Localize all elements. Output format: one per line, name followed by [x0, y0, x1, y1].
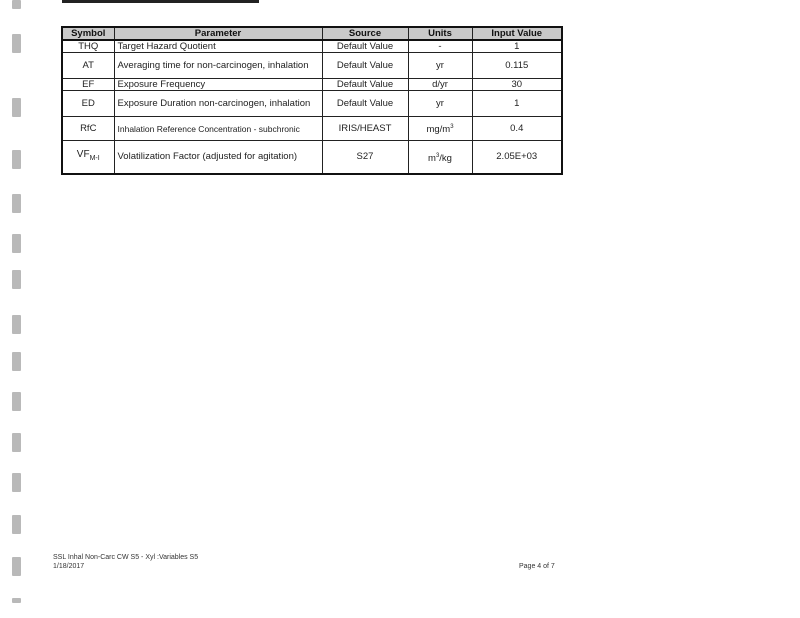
cell-value: 2.05E+03 [472, 141, 562, 175]
cell-units: yr [408, 91, 472, 117]
header-input-value: Input Value [472, 27, 562, 40]
cell-value: 1 [472, 40, 562, 53]
binder-hole [12, 194, 21, 213]
cell-parameter: Target Hazard Quotient [114, 40, 322, 53]
cell-units: d/yr [408, 79, 472, 91]
cell-symbol: AT [62, 53, 114, 79]
binder-holes [12, 0, 24, 618]
binder-hole [12, 352, 21, 371]
cell-value: 0.115 [472, 53, 562, 79]
binder-hole [12, 234, 21, 253]
footer-document-info [53, 553, 198, 571]
cell-value: 30 [472, 79, 562, 91]
binder-hole [12, 98, 21, 117]
cell-source: Default Value [322, 40, 408, 53]
units-tail: /kg [439, 152, 452, 164]
symbol-subscript: M-I [89, 155, 100, 163]
footer-doc-name: SSL Inhal Non-Carc CW S5 - Xyl :Variables S5 [53, 554, 199, 561]
binder-hole [12, 150, 21, 169]
footer-date: 1/18/2017 [53, 563, 85, 570]
binder-hole [12, 557, 21, 576]
units-superscript: 3 [450, 124, 454, 130]
cell-units: yr [408, 53, 472, 79]
cell-units: - [408, 40, 472, 53]
binder-hole [12, 34, 21, 53]
header-parameter: Parameter [114, 27, 322, 40]
cell-symbol [62, 141, 114, 175]
header-units: Units [408, 27, 472, 40]
cell-source: Default Value [322, 79, 408, 91]
parameter-table [61, 26, 563, 175]
cell-value: 1 [472, 91, 562, 117]
units-superscript: 3 [435, 152, 440, 159]
units-base: mg/m [426, 124, 451, 136]
cell-symbol: ED [62, 91, 114, 117]
cell-source: IRIS/HEAST [322, 117, 408, 141]
binder-hole [12, 433, 21, 452]
binder-hole [12, 515, 21, 534]
binder-hole [12, 392, 21, 411]
binder-hole [12, 598, 21, 603]
units-base: m [428, 152, 436, 164]
table-row [62, 53, 562, 79]
top-rule [62, 0, 259, 3]
cell-symbol: THQ [62, 40, 114, 53]
table-row [62, 79, 562, 91]
table-row [62, 117, 562, 141]
cell-parameter: Averaging time for non-carcinogen, inhalation [114, 53, 322, 79]
cell-parameter: Exposure Duration non-carcinogen, inhalation [114, 91, 322, 117]
cell-parameter: Exposure Frequency [114, 79, 322, 91]
table-row [62, 40, 562, 53]
cell-units [408, 141, 472, 175]
cell-parameter: Volatilization Factor (adjusted for agitation) [114, 141, 322, 175]
symbol-base: VF [76, 149, 90, 161]
cell-units [408, 117, 472, 141]
cell-source: Default Value [322, 91, 408, 117]
binder-hole [12, 315, 21, 334]
cell-source: S27 [322, 141, 408, 175]
cell-source: Default Value [322, 53, 408, 79]
cell-value: 0.4 [472, 117, 562, 141]
binder-hole [12, 0, 21, 9]
header-symbol: Symbol [62, 27, 114, 40]
cell-symbol: EF [62, 79, 114, 91]
table-row [62, 141, 562, 175]
footer-page-number: Page 4 of 7 [519, 563, 555, 570]
table-row [62, 91, 562, 117]
cell-symbol: RfC [62, 117, 114, 141]
header-source: Source [322, 27, 408, 40]
binder-hole [12, 270, 21, 289]
cell-parameter: Inhalation Reference Concentration - subchronic [114, 117, 322, 141]
binder-hole [12, 473, 21, 492]
table-header-row [62, 27, 562, 40]
